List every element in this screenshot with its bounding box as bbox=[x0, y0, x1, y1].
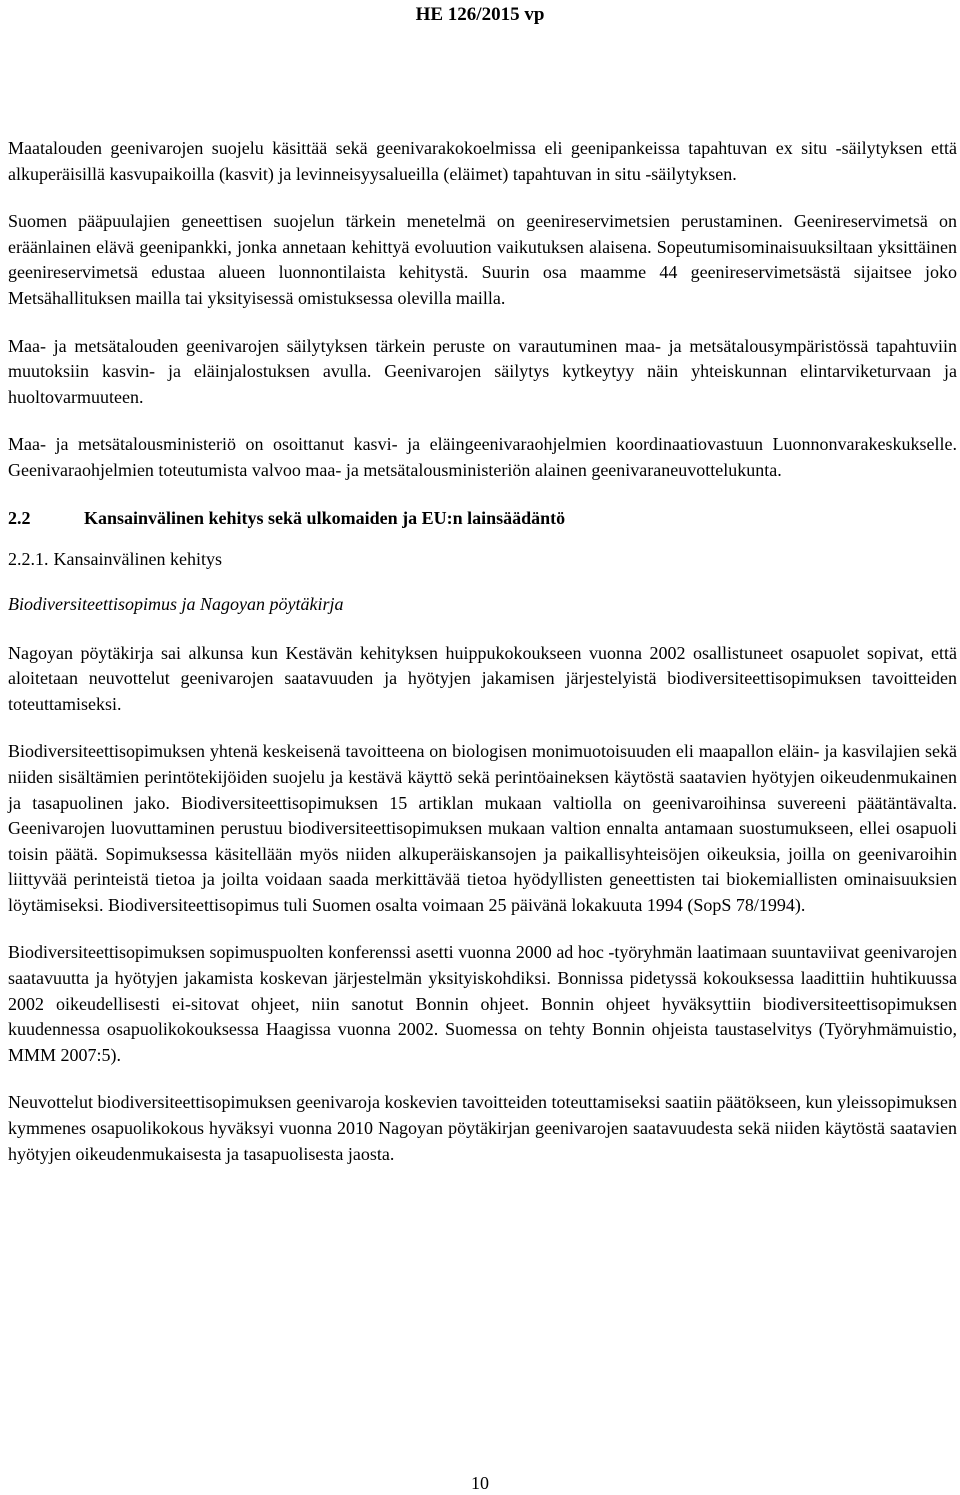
paragraph-bonn-guidelines: Biodiversiteettisopimuksen sopimuspuolten konferenssi asetti vuonna 2000 ad hoc -työryhmän laatimaan suuntaviivat geenivarojen saatavuutta ja hyötyjen jakamista koskevan järjestelmän yksityiskohdiksi. Bonnissa pidetyssä kokouksessa laadittiin huhtikuussa 2002 oikeudellisesti ei-sitovat ohjeet, niin sanotut Bonnin ohjeet. Bonnin ohjeet hyväksyttiin biodiversiteettisopimuksen kuudennessa osapuolikokouksessa Haagissa vuonna 2002. Suomessa on tehty Bonnin ohjeista taustaselvitys (Työryhmämuistio, MMM 2007:5). bbox=[8, 942, 957, 1065]
paragraph-preservation-rationale: Maa- ja metsätalouden geenivarojen säilytyksen tärkein peruste on varautuminen maa- ja metsätalousympäristössä tapahtuviin muutoksiin kasvin- ja eläinjalostuksen avulla. Geenivarojen säilytys kytkeytyy näin yhteiskunnan elintarviketurvaan ja huoltovarmuuteen. bbox=[8, 335, 957, 407]
section-title: Kansainvälinen kehitys sekä ulkomaiden ja EU:n lainsäädäntö bbox=[84, 507, 566, 528]
subsection-number: 2.2.1. bbox=[8, 548, 49, 569]
paragraph-geneticresources-conservation: Maatalouden geenivarojen suojelu käsittää sekä geenivarakokoelmissa eli geenipankeissa tapahtuvan ex situ -säilytyksen että alkuperäisillä kasvupaikoilla (kasvit) ja levinneisyysalueilla (eläimet) tapahtuvan in situ -säilytyksen. bbox=[8, 138, 957, 184]
paragraph-coordination-responsibility: Maa- ja metsätalousministeriö on osoittanut kasvi- ja eläingeenivaraohjelmien koordinaatiovastuun Luonnonvarakeskukselle. Geenivaraohjelmien toteutumista valvoo maa- ja metsätalousministeriön alainen geenivaraneuvottelukunta. bbox=[8, 434, 957, 480]
paragraph-biodiversity-objectives: Biodiversiteettisopimuksen yhtenä keskeisenä tavoitteena on biologisen monimuotoisuuden eli maapallon eläin- ja kasvilajien sekä niiden sisältämien perintötekijöiden suojelu ja kestävä käyttö sekä perintöaineksen käytöstä saatavien hyötyjen oikeudenmukainen ja tasapuolinen jako. Biodiversiteettisopimuksen 15 artiklan mukaan valtiolla on geenivaroihinsa suvereeni päätäntävalta. Geenivarojen luovuttaminen perustuu biodiversiteettisopimuksen mukaan valtion ennalta antamaan suostumukseen, ellei osapuoli toisin päätä. Sopimuksessa käsitellään myös niiden alkuperäiskansojen ja paikallisyhteisöjen oikeuksia, joilla on geenivaroihin liittyvää perinteistä tietoa ja joilta voidaan saada merkittävää tietoa hyödyllisten geneettisten tai biokemiallisten ominaisuuksien löytämiseksi. Biodiversiteettisopimus tuli Suomen osalta voimaan 25 päivänä lokakuuta 1994 (SopS 78/1994). bbox=[8, 741, 957, 915]
topic-heading: Biodiversiteettisopimus ja Nagoyan pöytäkirja bbox=[8, 593, 344, 614]
document-id: HE 126/2015 vp bbox=[415, 4, 545, 25]
section-heading bbox=[8, 506, 957, 531]
paragraph-gene-reserve-forests: Suomen pääpuulajien geneettisen suojelun tärkein menetelmä on geenireservimetsien perustaminen. Geenireservimetsä on eräänlainen elävä geenipankki, jonka annetaan kehittyä evoluution vaikutuksen alaisena. Sopeutumisominaisuuksiltaan yksittäinen geenireservimetsä edustaa alueen luonnontilaista kehitystä. Suurin osa maamme 44 geenireservimetsästä sijaitsee joko Metsähallituksen mailla tai yksityisessä omistuksessa olevilla mailla. bbox=[8, 211, 957, 308]
paragraph-nagoya-origin: Nagoyan pöytäkirja sai alkunsa kun Kestävän kehityksen huippukokoukseen vuonna 2002 osallistuneet osapuolet sopivat, että aloitetaan neuvottelut geenivarojen saatavuuden ja hyötyjen jakamisen järjestelyistä biodiversiteettisopimuksen tavoitteiden toteuttamiseksi. bbox=[8, 642, 957, 714]
subsection-heading bbox=[8, 547, 957, 572]
section-number: 2.2 bbox=[8, 507, 31, 528]
subsection-title: Kansainvälinen kehitys bbox=[53, 548, 222, 569]
document-body bbox=[8, 136, 957, 1189]
paragraph-nagoya-adoption: Neuvottelut biodiversiteettisopimuksen geenivaroja koskevien tavoitteiden toteuttamiseksi saatiin päätökseen, kun yleissopimuksen kymmenes osapuolikokous hyväksyi vuonna 2010 Nagoyan pöytäkirjan geenivarojen saatavuudesta sekä niiden käytöstä saatavien hyötyjen oikeudenmukaisesta ja tasapuolisesta jaosta. bbox=[8, 1092, 957, 1164]
page-number: 10 bbox=[471, 1473, 489, 1493]
